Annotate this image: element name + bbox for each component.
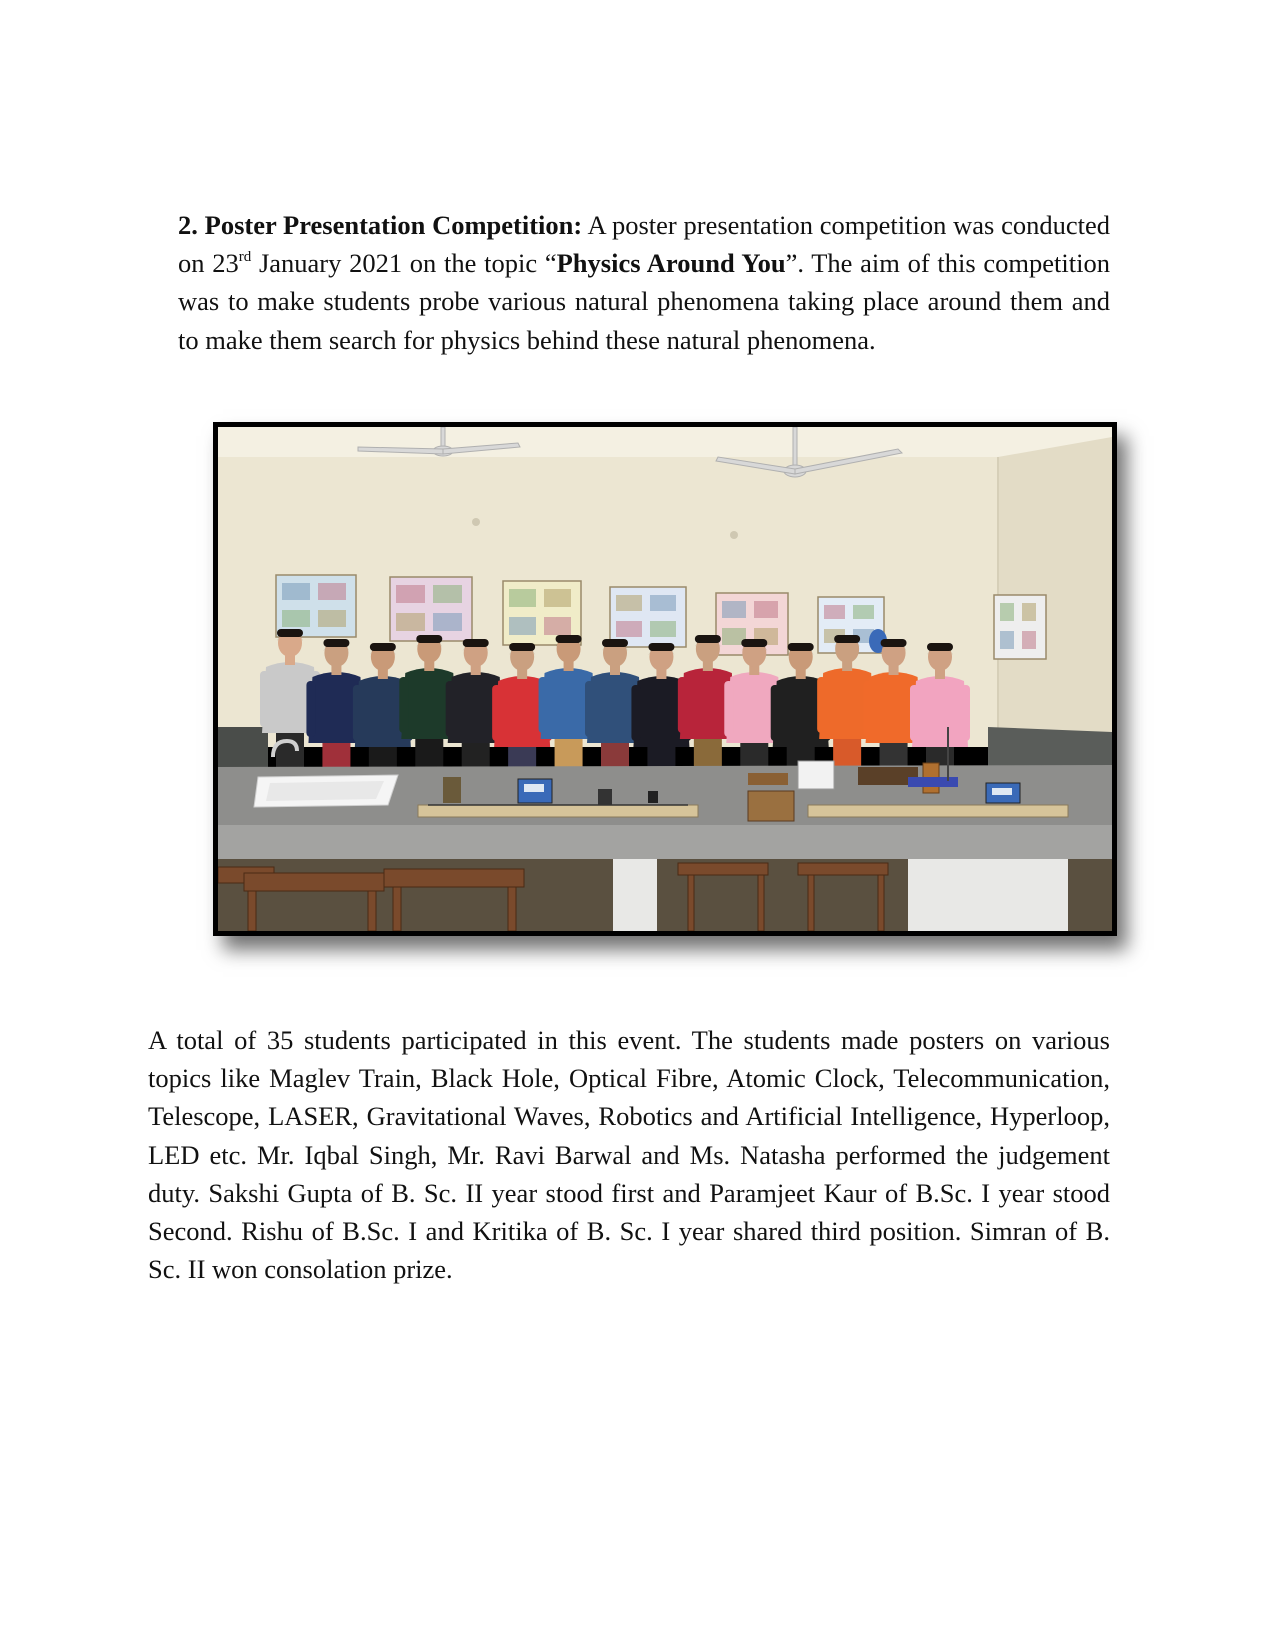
event-photo	[218, 427, 1112, 931]
ceiling	[218, 427, 1112, 461]
event-photo-svg	[218, 427, 1112, 931]
lab-table-front	[218, 825, 1112, 859]
section-heading: Poster Presentation Competition:	[204, 210, 583, 240]
date-suffix: rd	[238, 249, 252, 266]
table-leg-right	[908, 859, 1068, 931]
intro-text-c: ”. The aim of this competition was to make students probe various natural phenomena taking place around them and to make them search for physics behind these natural phenomena.	[178, 248, 1111, 355]
topic-title: Physics Around You	[556, 248, 786, 279]
intro-text-a: A poster presentation competition was conducted on 23	[178, 210, 1110, 279]
table-leg-left	[613, 859, 657, 931]
wall-poster	[390, 577, 472, 641]
intro-text-b: January 2021 on the topic “	[251, 248, 557, 279]
wall-poster	[994, 595, 1046, 659]
section-paragraph	[178, 206, 1110, 359]
summary-paragraph: A total of 35 students participated in this event. The students made posters on various topics like Maglev Train, Black Hole, Optical Fibre, Atomic Clock, Telecommunication, Telescope, LASER, Gravitational Waves, Robotics and Artificial Intelligence, Hyperloop, LED etc. Mr. Iqbal Singh, Mr. Ravi Barwal and Ms. Natasha performed the judgement duty. Sakshi Gupta of B. Sc. II year stood first and Paramjeet Kaur of B.Sc. I year stood Second. Rishu of B.Sc. I and Kritika of B. Sc. I year shared third position. Simran of B. Sc. II won consolation prize.	[148, 1025, 1110, 1285]
wall-poster	[276, 575, 356, 637]
wall-poster	[610, 587, 686, 647]
section-number: 2.	[178, 210, 198, 240]
